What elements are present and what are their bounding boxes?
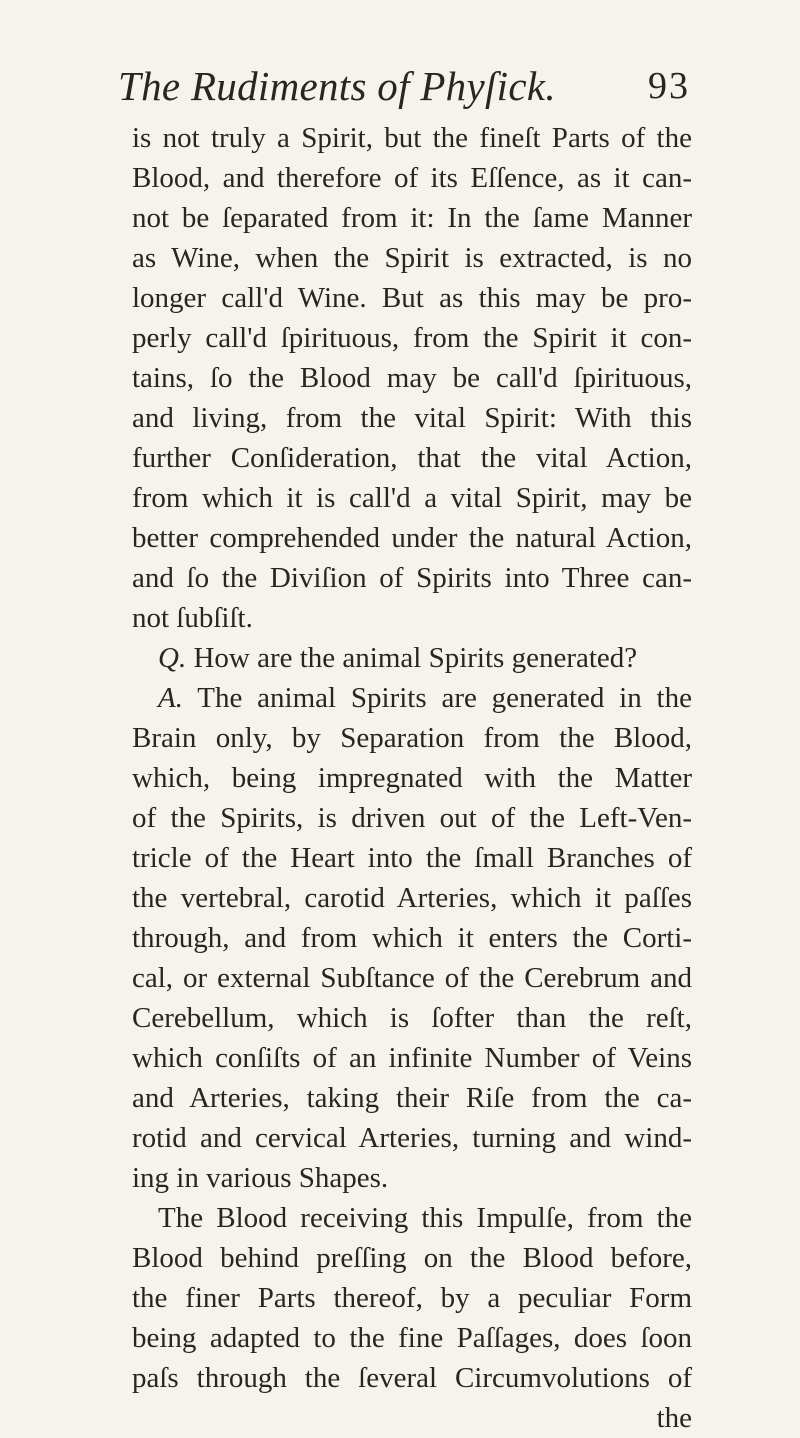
- text-line: from which it is call'd a vital Spirit, may be: [132, 482, 692, 514]
- page-number: 93: [648, 65, 690, 107]
- text-line: The Blood receiving this Impulſe, from the: [158, 1202, 692, 1234]
- text-line: longer call'd Wine. But as this may be pro-: [132, 282, 692, 314]
- question-text: How are the animal Spirits generated?: [193, 642, 638, 674]
- catchword: the: [656, 1402, 692, 1434]
- text-line: and Arteries, taking their Riſe from the ca-: [132, 1082, 692, 1114]
- running-title: The Rudiments of Phyſick.: [118, 63, 556, 109]
- answer-first-line: [132, 678, 692, 718]
- text-line: rotid and cervical Arteries, turning and wind-: [132, 1122, 692, 1154]
- text-line: further Conſideration, that the vital Action,: [132, 442, 692, 474]
- question-marker: Q.: [158, 642, 187, 674]
- text-line: tricle of the Heart into the ſmall Branches of: [132, 842, 692, 874]
- answer-marker: A.: [158, 682, 183, 714]
- text-line: and ſo the Diviſion of Spirits into Three can-: [132, 562, 692, 594]
- text-line: Blood, and therefore of its Eſſence, as it can-: [132, 162, 692, 194]
- text-line: tains, ſo the Blood may be call'd ſpirituous,: [132, 362, 692, 394]
- page-header: [110, 62, 690, 112]
- text-line: through, and from which it enters the Corti-: [132, 922, 692, 954]
- text-line: not ſubſiſt.: [132, 602, 253, 634]
- text-line: Blood behind preſſing on the Blood before,: [132, 1242, 692, 1274]
- text-line: not be ſeparated from it: In the ſame Manner: [132, 202, 692, 234]
- text-line: perly call'd ſpirituous, from the Spirit it con-: [132, 322, 692, 354]
- text-line: the finer Parts thereof, by a peculiar Form: [132, 1282, 692, 1314]
- text-line: the vertebral, carotid Arteries, which it paſſes: [132, 882, 692, 914]
- question-line: [132, 638, 692, 678]
- text-line: cal, or external Subſtance of the Cerebrum and: [132, 962, 692, 994]
- text-line: which, being impregnated with the Matter: [132, 762, 692, 794]
- text-line: and living, from the vital Spirit: With this: [132, 402, 692, 434]
- text-line: of the Spirits, is driven out of the Left-Ven-: [132, 802, 692, 834]
- text-line: paſs through the ſeveral Circumvolutions of: [132, 1362, 692, 1394]
- text-line: as Wine, when the Spirit is extracted, is no: [132, 242, 692, 274]
- text-line: being adapted to the fine Paſſages, does ſoon: [132, 1322, 692, 1354]
- text-line: Brain only, by Separation from the Blood,: [132, 722, 692, 754]
- text-line: Cerebellum, which is ſofter than the reſt,: [132, 1002, 692, 1034]
- body-text: [132, 118, 692, 1438]
- text-line: is not truly a Spirit, but the fineſt Parts of the: [132, 122, 692, 154]
- text-line: which conſiſts of an infinite Number of Veins: [132, 1042, 692, 1074]
- text-line: better comprehended under the natural Action,: [132, 522, 692, 554]
- answer-first-text: The animal Spirits are generated in the: [197, 682, 692, 714]
- text-line: ing in various Shapes.: [132, 1162, 389, 1194]
